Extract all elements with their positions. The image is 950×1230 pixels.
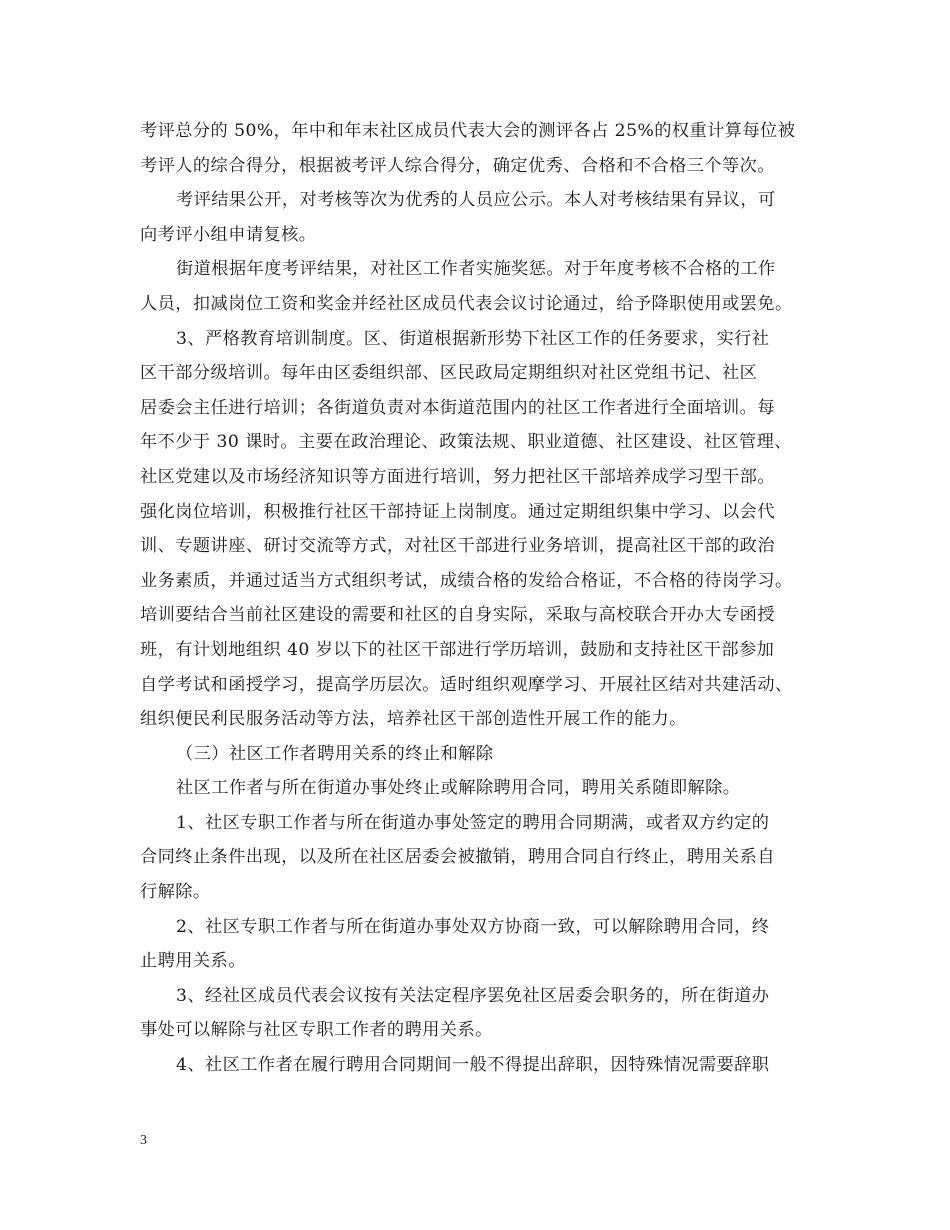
text-line: 培训要结合当前社区建设的需要和社区的自身实际，采取与高校联合开办大专函授 <box>140 605 775 626</box>
paragraph-start-line: 2、社区专职工作者与所在街道办事处双方协商一致，可以解除聘用合同，终 <box>176 916 770 937</box>
text-line: 考评总分的 50%，年中和年末社区成员代表大会的测评各占 25%的权重计算每位被 <box>140 121 796 141</box>
text-line: 事处可以解除与社区专职工作者的聘用关系。 <box>140 1020 493 1041</box>
paragraph-start-line: 街道根据年度考评结果，对社区工作者实施奖惩。对于年度考核不合格的工作 <box>176 259 776 280</box>
text-line: 人员，扣减岗位工资和奖金并经社区成员代表会议讨论通过，给予降职使用或罢免。 <box>140 293 793 314</box>
text-line: 组织便民利民服务活动等方法，培养社区干部创造性开展工作的能力。 <box>140 709 687 730</box>
text-line: 自学考试和函授学习，提高学历层次。适时组织观摩学习、开展社区结对共建活动、 <box>140 674 793 695</box>
paragraph-start-line: 3、严格教育培训制度。区、街道根据新形势下社区工作的任务要求，实行社 <box>176 328 770 349</box>
text-line: 区干部分级培训。每年由区委组织部、区民政局定期组织对社区党组书记、社区 <box>140 363 758 384</box>
text-line: 行解除。 <box>140 882 211 903</box>
text-line: 训、专题讲座、研讨交流等方式，对社区干部进行业务培训，提高社区干部的政治 <box>140 536 775 557</box>
document-body <box>140 114 820 1083</box>
page-number: 3 <box>140 1133 147 1148</box>
paragraph-start-line: 1、社区专职工作者与所在街道办事处签定的聘用合同期满，或者双方约定的 <box>176 812 770 833</box>
text-line: 合同终止条件出现，以及所在社区居委会被撤销，聘用合同自行终止，聘用关系自 <box>140 847 775 868</box>
text-line: 业务素质，并通过适当方式组织考试，成绩合格的发给合格证，不合格的待岗学习。 <box>140 570 793 591</box>
text-line: 止聘用关系。 <box>140 951 246 972</box>
text-line: 考评人的综合得分，根据被考评人综合得分，确定优秀、合格和不合格三个等次。 <box>140 155 775 176</box>
text-line: 居委会主任进行培训；各街道负责对本街道范围内的社区工作者进行全面培训。每 <box>140 397 775 418</box>
paragraph-start-line: 考评结果公开，对考核等次为优秀的人员应公示。本人对考核结果有异议，可 <box>176 190 776 211</box>
paragraph-start-line: 3、经社区成员代表会议按有关法定程序罢免社区居委会职务的，所在街道办 <box>176 985 770 1006</box>
paragraph-start-line: 4、社区工作者在履行聘用合同期间一般不得提出辞职，因特殊情况需要辞职 <box>176 1055 770 1076</box>
text-line: 强化岗位培训，积极推行社区干部持证上岗制度。通过定期组织集中学习、以会代 <box>140 501 775 522</box>
text-line: 向考评小组申请复核。 <box>140 224 317 245</box>
paragraph-start-line: 社区工作者与所在街道办事处终止或解除聘用合同，聘用关系随即解除。 <box>176 778 741 799</box>
text-line: 班，有计划地组织 40 岁以下的社区干部进行学历培训，鼓励和支持社区干部参加 <box>140 639 775 660</box>
text-line: 年不少于 30 课时。主要在政治理论、政策法规、职业道德、社区建设、社区管理、 <box>140 432 792 453</box>
section-heading: （三）社区工作者聘用关系的终止和解除 <box>176 743 494 764</box>
text-line: 社区党建以及市场经济知识等方面进行培训，努力把社区干部培养成学习型干部。 <box>140 466 775 487</box>
